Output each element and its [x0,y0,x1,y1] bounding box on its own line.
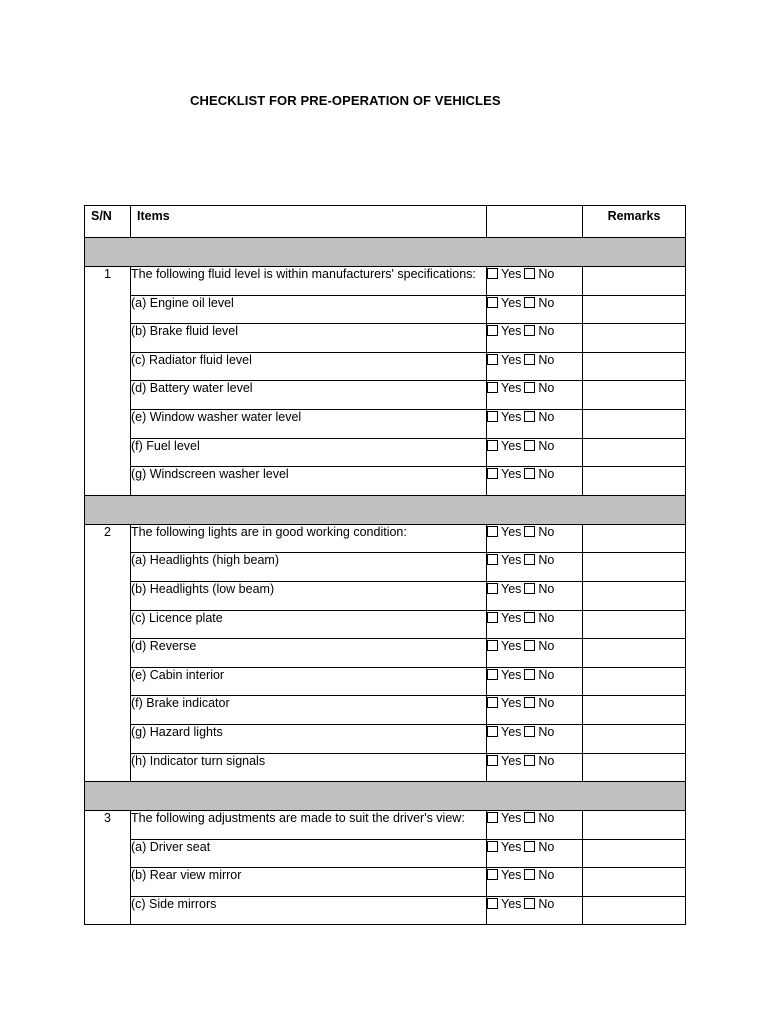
remarks-cell[interactable] [583,839,686,868]
section-separator-cell [85,495,686,524]
yes-no-cell [487,438,583,467]
no-checkbox[interactable] [524,869,535,880]
remarks-cell[interactable] [583,896,686,925]
header-remarks: Remarks [583,206,686,238]
yes-label: Yes [501,581,522,596]
no-checkbox[interactable] [524,669,535,680]
checklist-item: (a) Engine oil level [131,295,487,324]
no-label: No [538,295,555,310]
no-checkbox[interactable] [524,841,535,852]
yes-label: Yes [501,524,522,539]
no-checkbox[interactable] [524,411,535,422]
yes-checkbox[interactable] [487,354,498,365]
yes-checkbox[interactable] [487,583,498,594]
no-label: No [538,553,555,568]
yes-checkbox[interactable] [487,554,498,565]
no-checkbox[interactable] [524,382,535,393]
yes-checkbox[interactable] [487,697,498,708]
yes-checkbox[interactable] [487,755,498,766]
remarks-cell[interactable] [583,324,686,353]
remarks-cell[interactable] [583,610,686,639]
remarks-cell[interactable] [583,724,686,753]
yes-checkbox[interactable] [487,841,498,852]
table-row [85,839,686,868]
yes-checkbox[interactable] [487,640,498,651]
checklist-item: (d) Battery water level [131,381,487,410]
remarks-cell[interactable] [583,381,686,410]
no-checkbox[interactable] [524,354,535,365]
checklist-item: (c) Side mirrors [131,896,487,925]
section-separator [85,495,686,524]
checklist-table [84,205,686,925]
no-checkbox[interactable] [524,697,535,708]
section-separator [85,782,686,811]
remarks-cell[interactable] [583,667,686,696]
checklist-item: The following lights are in good working condition: [131,524,487,553]
no-label: No [538,438,555,453]
yes-checkbox[interactable] [487,268,498,279]
no-label: No [538,839,555,854]
remarks-cell[interactable] [583,295,686,324]
table-row [85,667,686,696]
yes-checkbox[interactable] [487,869,498,880]
yes-no-cell [487,352,583,381]
table-header-row [85,206,686,238]
section-separator-cell [85,238,686,267]
table-row [85,868,686,897]
yes-label: Yes [501,696,522,711]
yes-no-cell [487,295,583,324]
no-checkbox[interactable] [524,268,535,279]
no-label: No [538,352,555,367]
yes-label: Yes [501,896,522,911]
serial-number: 1 [85,267,131,496]
no-label: No [538,696,555,711]
header-items: Items [131,206,487,238]
no-checkbox[interactable] [524,812,535,823]
remarks-cell[interactable] [583,581,686,610]
no-label: No [538,324,555,339]
yes-no-cell [487,467,583,496]
no-checkbox[interactable] [524,297,535,308]
table-row [85,324,686,353]
yes-label: Yes [501,553,522,568]
no-checkbox[interactable] [524,526,535,537]
table-row [85,295,686,324]
yes-checkbox[interactable] [487,526,498,537]
yes-no-cell [487,409,583,438]
no-checkbox[interactable] [524,898,535,909]
yes-checkbox[interactable] [487,440,498,451]
yes-no-cell [487,753,583,782]
yes-no-cell [487,868,583,897]
checklist-item: (e) Cabin interior [131,667,487,696]
yes-checkbox[interactable] [487,898,498,909]
yes-label: Yes [501,409,522,424]
table-row [85,724,686,753]
yes-label: Yes [501,811,522,826]
yes-label: Yes [501,639,522,654]
yes-label: Yes [501,467,522,482]
yes-no-cell [487,724,583,753]
yes-no-cell [487,553,583,582]
yes-checkbox[interactable] [487,325,498,336]
checklist-item: (d) Reverse [131,639,487,668]
section-separator [85,238,686,267]
serial-number: 2 [85,524,131,781]
yes-label: Yes [501,839,522,854]
checklist-item: (f) Fuel level [131,438,487,467]
checklist-item: (h) Indicator turn signals [131,753,487,782]
yes-no-cell [487,324,583,353]
header-sn: S/N [85,206,131,238]
yes-label: Yes [501,868,522,883]
no-checkbox[interactable] [524,583,535,594]
yes-no-cell [487,267,583,296]
yes-no-cell [487,524,583,553]
checklist-item: (a) Headlights (high beam) [131,553,487,582]
checklist-item: (b) Rear view mirror [131,868,487,897]
yes-label: Yes [501,352,522,367]
remarks-cell[interactable] [583,639,686,668]
table-row [85,438,686,467]
table-row [85,753,686,782]
yes-label: Yes [501,381,522,396]
yes-label: Yes [501,267,522,281]
remarks-cell[interactable] [583,811,686,840]
checklist-item: The following adjustments are made to suit the driver's view: [131,811,487,840]
yes-no-cell [487,581,583,610]
table-row [85,352,686,381]
checklist-item: (b) Headlights (low beam) [131,581,487,610]
table-row [85,553,686,582]
checklist-item: (e) Window washer water level [131,409,487,438]
yes-no-cell [487,610,583,639]
no-label: No [538,267,555,281]
checklist-item: The following fluid level is within manufacturers' specifications: [131,267,487,296]
yes-no-cell [487,839,583,868]
table-row [85,896,686,925]
remarks-cell[interactable] [583,868,686,897]
yes-checkbox[interactable] [487,726,498,737]
checklist-body [85,238,686,925]
remarks-cell[interactable] [583,553,686,582]
serial-number: 3 [85,811,131,925]
no-label: No [538,811,555,826]
checklist-item: (a) Driver seat [131,839,487,868]
no-label: No [538,667,555,682]
remarks-cell[interactable] [583,524,686,553]
yes-no-cell [487,811,583,840]
checklist-item: (c) Licence plate [131,610,487,639]
remarks-cell[interactable] [583,352,686,381]
no-checkbox[interactable] [524,468,535,479]
yes-label: Yes [501,295,522,310]
table-row [85,696,686,725]
table-row [85,381,686,410]
table-row [85,524,686,553]
no-checkbox[interactable] [524,726,535,737]
no-label: No [538,381,555,396]
no-checkbox[interactable] [524,640,535,651]
table-row [85,639,686,668]
table-row [85,467,686,496]
no-label: No [538,467,555,482]
no-checkbox[interactable] [524,755,535,766]
no-label: No [538,610,555,625]
no-label: No [538,639,555,654]
no-label: No [538,409,555,424]
no-checkbox[interactable] [524,325,535,336]
yes-label: Yes [501,324,522,339]
yes-label: Yes [501,667,522,682]
no-checkbox[interactable] [524,554,535,565]
yes-no-cell [487,667,583,696]
no-label: No [538,581,555,596]
table-row [85,811,686,840]
remarks-cell[interactable] [583,696,686,725]
no-label: No [538,896,555,911]
yes-checkbox[interactable] [487,382,498,393]
yes-no-cell [487,381,583,410]
yes-label: Yes [501,610,522,625]
no-label: No [538,524,555,539]
section-separator-cell [85,782,686,811]
yes-checkbox[interactable] [487,468,498,479]
yes-checkbox[interactable] [487,669,498,680]
yes-label: Yes [501,724,522,739]
no-checkbox[interactable] [524,440,535,451]
no-label: No [538,724,555,739]
no-checkbox[interactable] [524,612,535,623]
no-label: No [538,868,555,883]
yes-no-cell [487,896,583,925]
table-row [85,267,686,296]
remarks-cell[interactable] [583,753,686,782]
yes-checkbox[interactable] [487,411,498,422]
yes-checkbox[interactable] [487,297,498,308]
checklist-item: (g) Windscreen washer level [131,467,487,496]
checklist-item: (f) Brake indicator [131,696,487,725]
remarks-cell[interactable] [583,438,686,467]
remarks-cell[interactable] [583,409,686,438]
checklist-item: (g) Hazard lights [131,724,487,753]
table-row [85,409,686,438]
checklist-item: (b) Brake fluid level [131,324,487,353]
header-check [487,206,583,238]
yes-checkbox[interactable] [487,812,498,823]
remarks-cell[interactable] [583,467,686,496]
no-label: No [538,753,555,768]
yes-checkbox[interactable] [487,612,498,623]
yes-label: Yes [501,438,522,453]
remarks-cell[interactable] [583,267,686,296]
yes-no-cell [487,639,583,668]
document-title: CHECKLIST FOR PRE-OPERATION OF VEHICLES [190,93,501,108]
table-row [85,581,686,610]
yes-label: Yes [501,753,522,768]
checklist-item: (c) Radiator fluid level [131,352,487,381]
table-row [85,610,686,639]
yes-no-cell [487,696,583,725]
